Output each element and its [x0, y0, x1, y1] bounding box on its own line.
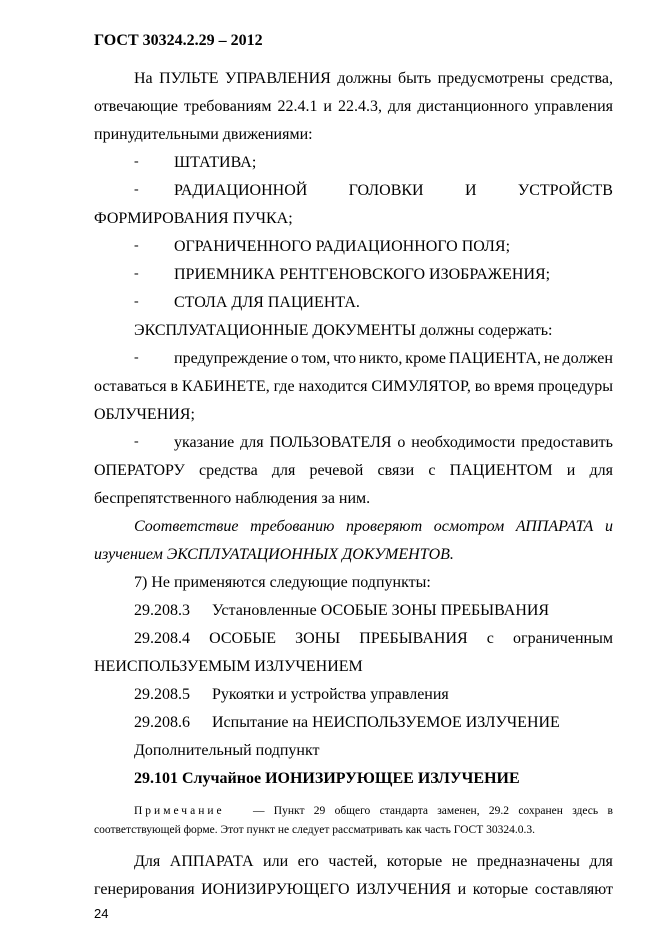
list-dash: -: [134, 266, 139, 281]
word: 22.4.3,: [337, 98, 382, 115]
word: время: [494, 378, 535, 395]
word: ПАЦИЕНТА,: [448, 350, 541, 367]
word: указание: [174, 434, 235, 451]
word: и: [323, 98, 332, 115]
list-dash: -: [134, 434, 139, 449]
word: РАДИАЦИОННОЙ: [174, 182, 308, 199]
word: отвечающие: [94, 98, 179, 115]
word: которые: [472, 881, 529, 898]
word: предназначены: [476, 853, 580, 870]
word: УПРАВЛЕНИЯ: [225, 70, 331, 87]
word: ИЗЛУЧЕНИЯ: [356, 881, 452, 898]
clause-number: 29.208.3: [134, 602, 190, 619]
word: заменен,: [437, 805, 480, 817]
word: Пункт: [273, 805, 305, 817]
word: Для: [134, 853, 161, 870]
word: общего: [334, 805, 371, 817]
word: о: [397, 434, 406, 451]
word: ПУЛЬТЕ: [159, 70, 219, 87]
list-item-continuation: [94, 378, 613, 396]
list-dash: -: [134, 154, 139, 169]
word: и: [604, 518, 613, 535]
word: находится: [298, 378, 368, 395]
word: требованиям: [184, 98, 272, 115]
word: ЗОНЫ: [295, 630, 341, 647]
list-dash: -: [134, 350, 139, 365]
word: проверяют: [346, 518, 423, 535]
list-item: [174, 350, 613, 368]
word: с: [428, 462, 436, 479]
note-line: соответствующей форме. Этот пункт не следует рассматривать как часть ГОСТ 30324.0.3.: [94, 824, 535, 836]
paragraph-line: принудительными движениями:: [94, 126, 313, 143]
paragraph-line: [94, 98, 613, 116]
section-heading: 29.101 Случайное ИОНИЗИРУЮЩЕЕ ИЗЛУЧЕНИЕ: [134, 770, 520, 787]
word: во: [474, 378, 491, 395]
word: которые: [386, 853, 443, 870]
word: не: [451, 853, 468, 870]
word: АППАРАТА: [515, 518, 594, 535]
word: составляют: [534, 881, 613, 898]
word: СИМУЛЯТОР,: [371, 378, 471, 395]
document-header: ГОСТ 30324.2.29 – 2012: [94, 32, 263, 49]
list-item-continuation: [94, 462, 613, 480]
page-number: 24: [94, 906, 109, 921]
clause-text: Установленные ОСОБЫЕ ЗОНЫ ПРЕБЫВАНИЯ: [212, 602, 550, 619]
clause-text: Испытание на НЕИСПОЛЬЗУЕМОЕ ИЗЛУЧЕНИЕ: [212, 714, 560, 731]
list-item-continuation: ФОРМИРОВАНИЯ ПУЧКА;: [94, 210, 293, 227]
word: осмотром: [433, 518, 505, 535]
word: оставаться: [94, 378, 167, 395]
list-item-continuation: ОБЛУЧЕНИЯ;: [94, 406, 195, 423]
clause-number: 29.208.5: [134, 686, 190, 703]
clause-text: Рукоятки и устройства управления: [212, 686, 449, 703]
word: сохранен: [518, 805, 563, 817]
word: требованию: [250, 518, 335, 535]
paragraph-line: [94, 881, 613, 899]
list-dash: -: [134, 294, 139, 309]
word: о: [290, 350, 299, 367]
list-dash: -: [134, 182, 139, 197]
word: и: [457, 881, 467, 898]
word: не: [543, 350, 560, 367]
word: генерирования: [94, 881, 195, 898]
word: процедуры: [538, 378, 613, 395]
word: речевой: [309, 462, 364, 479]
word: том,: [301, 350, 331, 367]
word: предоставить: [521, 434, 613, 451]
word: ПАЦИЕНТОМ: [449, 462, 553, 479]
paragraph-line: Дополнительный подпункт: [134, 742, 320, 759]
paragraph-line: [134, 853, 613, 871]
paragraph-line: ЭКСПЛУАТАЦИОННЫЕ ДОКУМЕНТЫ должны содержать:: [134, 322, 553, 339]
word: где: [273, 378, 295, 395]
word: и: [566, 462, 576, 479]
word: для: [387, 98, 412, 115]
word: На: [134, 70, 153, 87]
word: ОСОБЫЕ: [209, 630, 276, 647]
word: 22.4.1: [277, 98, 318, 115]
clause-number: 29.208.6: [134, 714, 190, 731]
note-line: [134, 805, 613, 817]
word: 29.2: [488, 805, 510, 817]
word: частей,: [328, 853, 378, 870]
word: управления: [534, 98, 613, 115]
word: КАБИНЕТЕ,: [181, 378, 270, 395]
word: с: [486, 630, 494, 647]
compliance-line: изучением ЭКСПЛУАТАЦИОННЫХ ДОКУМЕНТОВ.: [94, 546, 454, 563]
word: что: [333, 350, 356, 367]
list-item: СТОЛА ДЛЯ ПАЦИЕНТА.: [174, 294, 360, 311]
word: ГОЛОВКИ: [348, 182, 424, 199]
list-item: ШТАТИВА;: [174, 154, 257, 171]
note-label: Примечание: [134, 805, 225, 817]
list-item: [174, 182, 613, 200]
word: для: [589, 462, 613, 479]
word: в: [607, 805, 613, 817]
word: ИОНИЗИРУЮЩЕГО: [201, 881, 350, 898]
list-item: [174, 434, 613, 452]
word: кроме: [405, 350, 446, 367]
clause-line: [134, 630, 613, 648]
word: ОПЕРАТОРУ: [94, 462, 185, 479]
word: Соответствие: [134, 518, 239, 535]
clause-continuation: НЕИСПОЛЬЗУЕМЫМ ИЗЛУЧЕНИЕМ: [94, 658, 363, 675]
word: И: [464, 182, 477, 199]
word: его: [297, 853, 319, 870]
word: предупреждение: [174, 350, 288, 367]
word: в: [170, 378, 179, 395]
word: никто,: [358, 350, 403, 367]
word: быть: [397, 70, 432, 87]
word: связи: [377, 462, 415, 479]
word: здесь: [572, 805, 599, 817]
word: предусмотрены: [437, 70, 544, 87]
word: ПОЛЬЗОВАТЕЛЯ: [269, 434, 392, 451]
list-item-continuation: беспрепятственного наблюдения за ним.: [94, 490, 371, 507]
word: должны: [337, 70, 392, 87]
word: 29.208.4: [134, 630, 190, 647]
word: дистанционного: [417, 98, 529, 115]
word: АППАРАТА: [169, 853, 254, 870]
word: средства,: [550, 70, 613, 87]
compliance-line: [134, 518, 613, 536]
word: —: [253, 805, 265, 817]
word: должен: [562, 350, 613, 367]
word: стандарта: [379, 805, 428, 817]
word: ограниченным: [513, 630, 613, 647]
paragraph-line: 7) Не применяются следующие подпункты:: [134, 574, 431, 591]
word: необходимости: [411, 434, 516, 451]
word: или: [263, 853, 289, 870]
list-dash: -: [134, 238, 139, 253]
word: для: [240, 434, 264, 451]
word: для: [589, 853, 613, 870]
word: средства: [199, 462, 258, 479]
word: УСТРОЙСТВ: [517, 182, 613, 199]
word: для: [271, 462, 296, 479]
paragraph-line: [134, 70, 613, 88]
list-item: ОГРАНИЧЕННОГО РАДИАЦИОННОГО ПОЛЯ;: [174, 238, 511, 255]
word: ПРЕБЫВАНИЯ: [359, 630, 468, 647]
list-item: ПРИЕМНИКА РЕНТГЕНОВСКОГО ИЗОБРАЖЕНИЯ;: [174, 266, 551, 283]
word: 29: [313, 805, 326, 817]
